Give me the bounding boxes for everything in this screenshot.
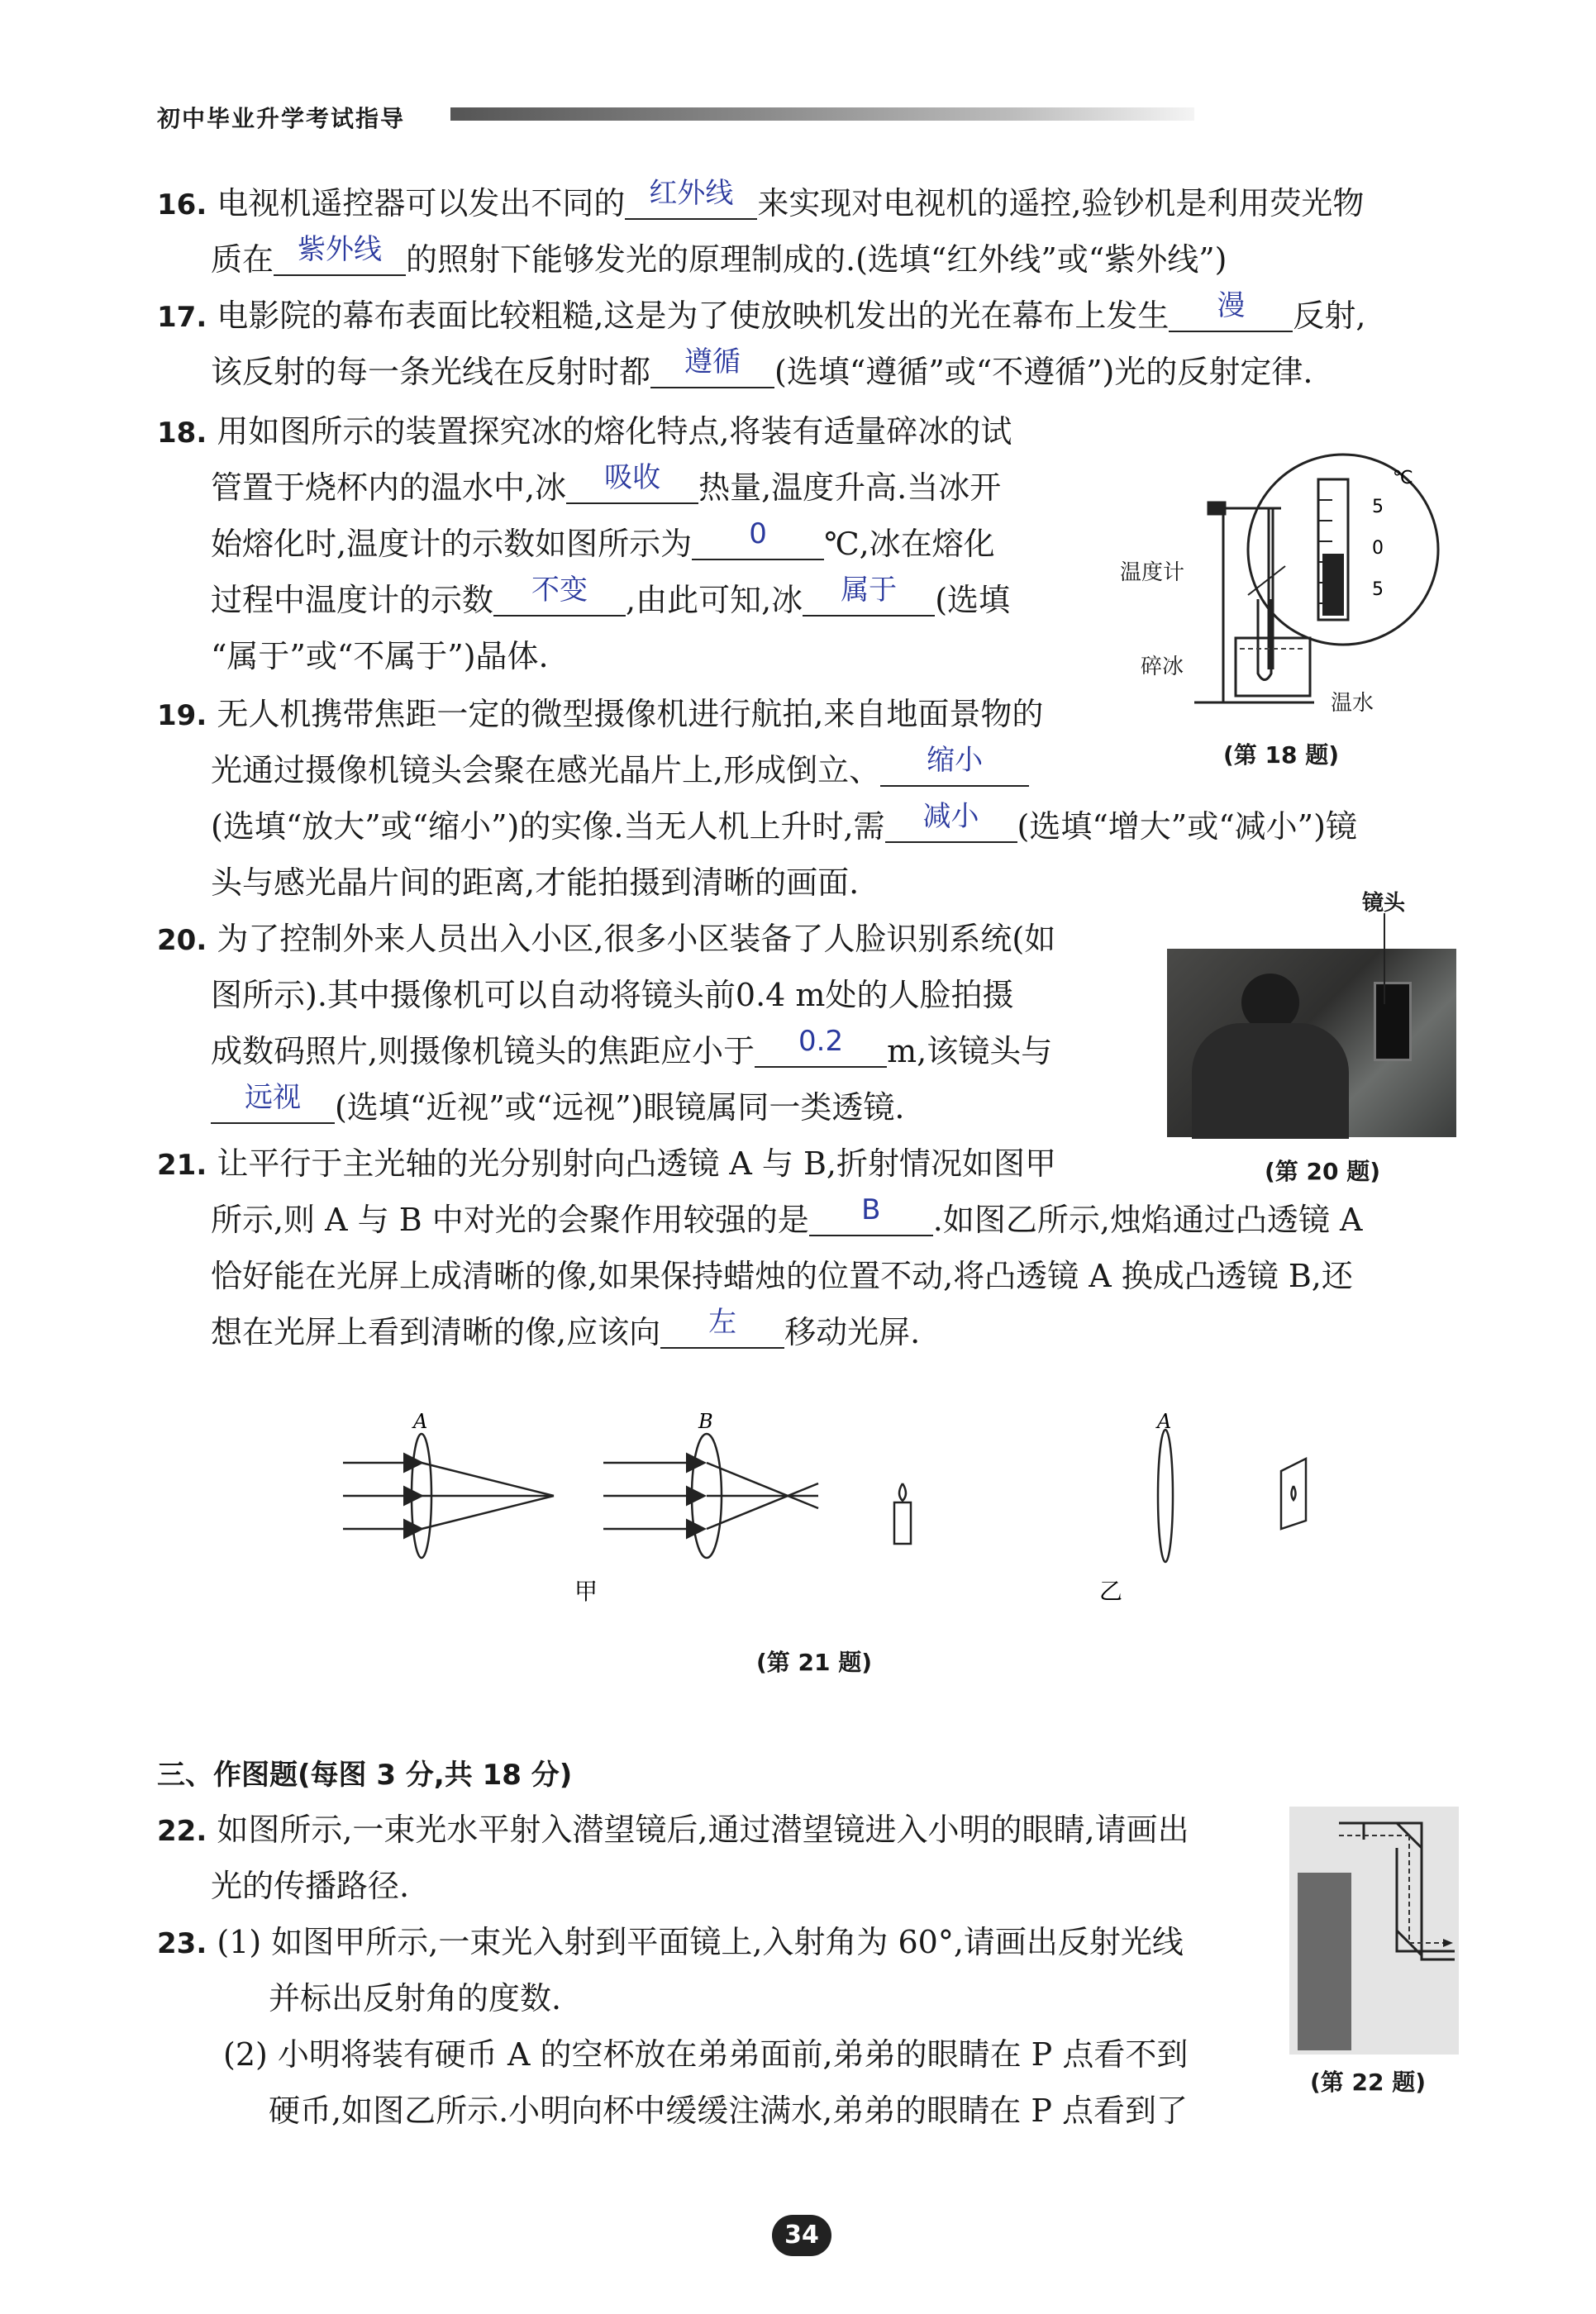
q18-answer3: 不变: [531, 574, 588, 607]
q20-caption: (第 20 题): [1265, 1158, 1381, 1185]
q18-text: ℃,冰在熔化: [824, 526, 995, 562]
q23-line3: [223, 2035, 1188, 2074]
q17-answer2: 遵循: [684, 345, 741, 379]
q16-blank2: [274, 233, 406, 276]
q20-line4: [211, 1081, 905, 1127]
q18-blank1: [566, 461, 698, 504]
q17-blank2: [650, 345, 774, 388]
q22-number: 22.: [157, 1815, 207, 1848]
q16-blank1: [625, 177, 757, 220]
lens-pointer: [1372, 909, 1397, 1008]
q21-line1: [157, 1144, 1056, 1185]
q21-line3: [211, 1256, 1353, 1296]
q16-text: 的照射下能够发光的原理制成的.(选填“红外线”或“紫外线”): [406, 241, 1227, 278]
q21-line2: [211, 1193, 1363, 1240]
q16-text: 质在: [211, 241, 274, 278]
q18-caption: (第 18 题): [1223, 741, 1340, 769]
q18-text: (选填: [935, 582, 1011, 618]
q21-number: 21.: [157, 1149, 207, 1182]
q20-blank1: [755, 1025, 887, 1068]
lens-a2-label: A: [1157, 1410, 1172, 1433]
q19-answer2: 减小: [922, 800, 979, 833]
page-number: 34: [772, 2215, 831, 2256]
q19-text: (选填“增大”或“减小”)镜: [1017, 808, 1357, 845]
q18-answer1: 吸收: [604, 461, 661, 494]
q22-caption: (第 22 题): [1310, 2069, 1427, 2096]
q17-text: 反射,: [1293, 298, 1366, 334]
q19-text: (选填“放大”或“缩小”)的实像.当无人机上升时,需: [211, 808, 885, 845]
q18-blank3: [493, 574, 626, 617]
q18-line1: [157, 412, 1012, 453]
q23-text: (1) 如图甲所示,一束光入射到平面镜上,入射角为 60°,请画出反射光线: [217, 1924, 1184, 1960]
thermo-tick: 5: [1372, 497, 1384, 517]
q20-text: (选填“近视”或“远视”)眼镜属同一类透镜.: [335, 1089, 905, 1126]
q18-text: ,由此可知,冰: [626, 582, 803, 618]
q17-number: 17.: [157, 301, 207, 334]
q18-line4: [211, 574, 1011, 620]
q18-text: 管置于烧杯内的温水中,冰: [211, 469, 567, 506]
q22-text: 光的传播路径.: [211, 1868, 410, 1904]
q21-caption: (第 21 题): [756, 1649, 873, 1676]
q16-answer1: 红外线: [649, 177, 734, 210]
thermo-tick: 5: [1372, 579, 1384, 600]
fig-yi-label: 乙: [1099, 1578, 1123, 1603]
q20-text: 为了控制外来人员出入小区,很多小区装备了人脸识别系统(如: [217, 921, 1056, 957]
q18-number: 18.: [157, 417, 207, 450]
q18-answer4: 属于: [841, 574, 898, 607]
q18-text: 热量,温度升高.当冰开: [698, 469, 1002, 506]
q17-answer1: 漫: [1217, 289, 1246, 322]
q19-number: 19.: [157, 699, 207, 732]
q17-text: 该反射的每一条光线在反射时都: [211, 354, 651, 390]
q20-answer2: 远视: [245, 1081, 301, 1114]
q19-line4: [211, 863, 859, 902]
ice-label: 碎冰: [1141, 655, 1184, 679]
section-title: 三、作图题(每图 3 分,共 18 分): [157, 1759, 573, 1792]
q18-text: 用如图所示的装置探究冰的熔化特点,将装有适量碎冰的试: [217, 413, 1012, 450]
q17-line1: [157, 289, 1366, 337]
q18-line2: [211, 461, 1002, 507]
q17-text: (选填“遵循”或“不遵循”)光的反射定律.: [774, 354, 1313, 390]
q19-text: 头与感光晶片间的距离,才能拍摄到清晰的画面.: [211, 864, 860, 901]
q21-answer2: 左: [708, 1306, 737, 1339]
q17-blank1: [1169, 289, 1293, 332]
q17-text: 电影院的幕布表面比较粗糙,这是为了使放映机发出的光在幕布上发生: [217, 298, 1170, 334]
thermometer-label: 温度计: [1120, 560, 1185, 585]
q18-blank2: [692, 517, 824, 560]
q19-blank2: [885, 800, 1017, 843]
q23-text: 并标出反射角的度数.: [269, 1980, 562, 2016]
q20-line2: [211, 975, 1013, 1015]
water-label: 温水: [1331, 691, 1374, 716]
q21-text: 想在光屏上看到清晰的像,应该向: [211, 1314, 661, 1350]
candle: [894, 1502, 911, 1544]
q16-line1: [157, 177, 1365, 225]
face-recognition-photo: [1167, 949, 1456, 1137]
q21-text: 所示,则 A 与 B 中对光的会聚作用较强的是: [211, 1202, 809, 1238]
q21-blank1: [809, 1193, 933, 1236]
screen: [1281, 1459, 1306, 1529]
q19-line3: [211, 800, 1357, 846]
q23-number: 23.: [157, 1927, 207, 1960]
wall: [1298, 1873, 1351, 2050]
q18-blank4: [803, 574, 935, 617]
q19-line2: [211, 744, 1029, 790]
q19-line1: [157, 694, 1043, 736]
q19-answer1: 缩小: [927, 744, 984, 777]
q21-line4: [211, 1306, 921, 1352]
q17-line2: [211, 345, 1313, 392]
q22-figure: [1289, 1807, 1459, 2055]
fig-jia-label: 甲: [574, 1578, 598, 1603]
candle-flame: [899, 1483, 906, 1501]
q20-answer1: 0.2: [798, 1025, 844, 1058]
header-title: 初中毕业升学考试指导: [157, 105, 406, 132]
q16-text: 来实现对电视机的遥控,验钞机是利用荧光物: [757, 185, 1365, 221]
q23-line1: [157, 1922, 1184, 1964]
q23-line4: [269, 2091, 1188, 2131]
q18-line3: [211, 517, 995, 564]
header-bar: [450, 107, 1194, 121]
q21-text: 移动光屏.: [784, 1314, 921, 1350]
q18-text: 始熔化时,温度计的示数如图所示为: [211, 526, 693, 562]
q21-text: 让平行于主光轴的光分别射向凸透镜 A 与 B,折射情况如图甲: [217, 1145, 1057, 1182]
q16-number: 16.: [157, 188, 207, 221]
q19-blank1: [880, 744, 1029, 787]
lens-label: 镜头: [1362, 891, 1406, 916]
q18-text: 过程中温度计的示数: [211, 582, 494, 618]
q23-text: 硬币,如图乙所示.小明向杯中缓缓注满水,弟弟的眼睛在 P 点看到了: [269, 2093, 1188, 2129]
thermo-tick: 0: [1372, 538, 1384, 559]
q19-text: 光通过摄像机镜头会聚在感光晶片上,形成倒立、: [211, 752, 881, 788]
q20-text: m,该镜头与: [887, 1033, 1053, 1069]
q21-text: 恰好能在光屏上成清晰的像,如果保持蜡烛的位置不动,将凸透镜 A 换成凸透镜 B,还: [211, 1258, 1353, 1294]
q23-text: (2) 小明将装有硬币 A 的空杯放在弟弟面前,弟弟的眼睛在 P 点看不到: [223, 2036, 1189, 2073]
q21-text: .如图乙所示,烛焰通过凸透镜 A: [932, 1202, 1363, 1238]
q20-text: 成数码照片,则摄像机镜头的焦距应小于: [211, 1033, 755, 1069]
q16-text: 电视机遥控器可以发出不同的: [217, 185, 626, 221]
q20-number: 20.: [157, 924, 207, 957]
q16-line2: [211, 233, 1227, 279]
q21-figure: [331, 1405, 1405, 1603]
q23-line2: [269, 1978, 561, 2018]
lens-a-label: A: [413, 1410, 428, 1433]
q16-answer2: 紫外线: [298, 233, 383, 266]
q20-line3: [211, 1025, 1053, 1071]
q22-line1: [157, 1810, 1189, 1851]
lens-b-label: B: [698, 1410, 713, 1433]
q20-text: 图所示).其中摄像机可以自动将镜头前0.4 m处的人脸拍摄: [211, 977, 1014, 1013]
q22-text: 如图所示,一束光水平射入潜望镜后,通过潜望镜进入小明的眼睛,请画出: [217, 1812, 1189, 1848]
q21-blank2: [660, 1306, 784, 1349]
q18-text: “属于”或“不属于”)晶体.: [211, 638, 549, 674]
q22-line2: [211, 1866, 409, 1906]
q18-answer2: 0: [749, 517, 767, 550]
q19-text: 无人机携带焦距一定的微型摄像机进行航拍,来自地面景物的: [217, 696, 1044, 732]
q20-line1: [157, 919, 1055, 960]
q21-answer1: B: [861, 1193, 881, 1226]
q18-line5: [211, 636, 549, 676]
thermo-unit: ℃: [1393, 468, 1413, 488]
q20-blank2: [211, 1081, 335, 1124]
lens-a-yi: [1158, 1430, 1173, 1562]
